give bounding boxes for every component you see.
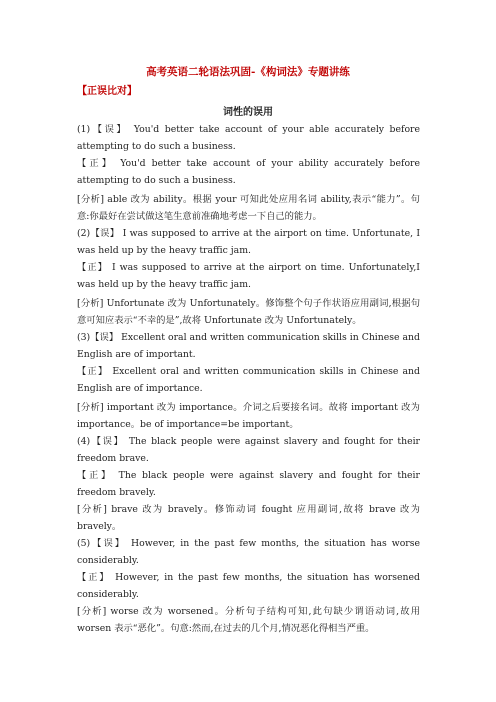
- item-text: worse 改为 worsened。分析句子结构可知,此句缺少谓语动词,故用 worsen 表示“恶化”。句意:然而,在过去的几个月,情况恶化得相当严重。: [77, 606, 420, 634]
- item-4-wrong: [77, 433, 420, 467]
- item-tag: 【正】: [77, 262, 108, 273]
- item-tag: (1)【误】: [77, 124, 129, 135]
- item-2-analysis: [77, 295, 420, 329]
- item-tag: [分析]: [77, 298, 104, 309]
- item-tag: (4)【误】: [77, 436, 125, 447]
- item-4-correct: [77, 467, 420, 501]
- item-tag: 【正】: [77, 572, 111, 583]
- item-text: Excellent oral and written communication skills in Chinese and English are of important.: [77, 332, 420, 360]
- item-tag: [分析]: [77, 402, 104, 413]
- item-3-analysis: [77, 399, 420, 433]
- item-text: Excellent oral and written communication skills in Chinese and English are of importance.: [77, 366, 420, 394]
- section-label: 【正误比对】: [77, 86, 137, 97]
- content-body: [77, 121, 420, 637]
- item-1-analysis: [77, 191, 420, 225]
- item-text: I was supposed to arrive at the airport on time. Unfortunate, I was held up by the heavy traffic jam.: [77, 228, 420, 256]
- item-text: You'd better take account of your ability accurately before attempting to do such a business.: [77, 158, 420, 186]
- item-5-correct: [77, 569, 420, 603]
- item-5-wrong: [77, 535, 420, 569]
- item-tag: 【正】: [77, 470, 113, 481]
- item-tag: [分析]: [77, 606, 107, 617]
- item-tag: (3)【误】: [77, 332, 119, 343]
- item-text: important 改为 importance。介词之后要接名词。故将 important 改为 importance。be of importance=be important。: [77, 402, 420, 430]
- item-text: brave 改为 bravely。修饰动词 fought 应用副词,故将 brave 改为 bravely。: [77, 504, 420, 532]
- item-text: However, in the past few months, the situation has worsened considerably.: [77, 572, 420, 600]
- item-tag: 【正】: [77, 366, 109, 377]
- item-text: able 改为 ability。根据 your 可知此处应用名词 ability,表示“能力”。句意:你最好在尝试做这笔生意前准确地考虑一下自己的能力。: [77, 194, 420, 222]
- item-1-wrong: [77, 121, 420, 155]
- item-tag: [分析]: [77, 504, 107, 515]
- item-4-analysis: [77, 501, 420, 535]
- item-tag: (2)【误】: [77, 228, 120, 239]
- item-text: The black people were against slavery and fought for their freedom bravely.: [77, 470, 420, 498]
- item-text: However, in the past few months, the situation has worse considerably.: [77, 538, 421, 566]
- item-3-correct: [77, 363, 420, 397]
- item-1-correct: [77, 155, 420, 189]
- item-2-wrong: [77, 225, 420, 259]
- item-5-analysis: [77, 603, 420, 637]
- item-tag: (5)【误】: [77, 538, 127, 549]
- item-text: I was supposed to arrive at the airport on time. Unfortunately,I was held up by the heavy traffic jam.: [77, 262, 420, 290]
- item-tag: 【正】: [77, 158, 115, 169]
- document-title: 高考英语二轮语法巩固-《构词法》专题讲练: [146, 66, 350, 78]
- item-3-wrong: [77, 329, 420, 363]
- item-text: The black people were against slavery and fought for their freedom brave.: [77, 436, 420, 464]
- item-2-correct: [77, 259, 420, 293]
- item-tag: [分析]: [77, 194, 104, 205]
- subheading: 词性的误用: [223, 107, 273, 118]
- item-text: You'd better take account of your able accurately before attempting to do such a business.: [77, 124, 420, 152]
- item-text: Unfortunate 改为 Unfortunately。修饰整个句子作状语应用副词,根据句意可知应表示“不幸的是”,故将 Unfortunate 改为 Unfortunately。: [77, 298, 421, 326]
